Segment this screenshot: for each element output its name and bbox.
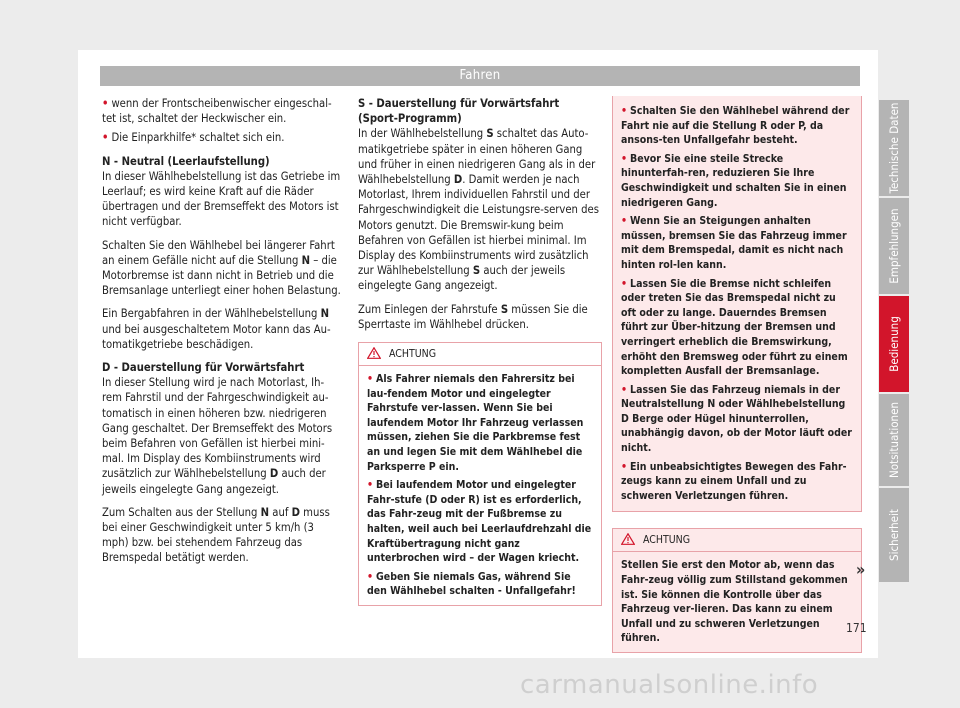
tab-bedienung[interactable]: Bedienung	[879, 296, 909, 392]
warning-body	[613, 552, 861, 652]
list-item: • Die Einparkhilfe* schaltet sich ein.	[102, 131, 285, 145]
warning-triangle-icon	[367, 345, 381, 367]
paragraph: Zum Einlegen der Fahrstufe S müssen Sie die Sperrtaste im Wählhebel drücken.	[358, 302, 588, 331]
warning-box	[358, 342, 602, 606]
warning-title: ACHTUNG	[389, 348, 437, 361]
warning-box-continued	[612, 96, 862, 512]
warning-triangle-icon	[621, 531, 635, 553]
paragraph: In der Wählhebelstellung S schaltet das Auto-matikgetriebe später in einen höheren Gang und früher in einen niedrigeren Gang als in der Wählhebelstellung D. Damit werden je nach Motorlast, Ihrem individuellen Fahrstil und der Fahrgeschwindigkeit die Leistungsre-serven des Motors genutzt. Die Bremswir-kung beim Befahren von Gefällen ist hierbei minimal. Im Display des Kombiinstruments wird zusätzlich zur Wählhebelstellung S auch der jeweils eingelegte Gang angezeigt.	[358, 127, 599, 293]
page-number: 171	[846, 621, 867, 635]
warning-box	[612, 528, 862, 653]
column-3	[612, 96, 862, 653]
watermark: carmanualsonline.info	[520, 670, 819, 700]
column-1	[102, 96, 342, 574]
warning-item: • Wenn Sie an Steigungen anhalten müssen, bremsen Sie das Fahrzeug immer mit dem Bremspedal, damit es nicht nach hinten rol-len kann.	[621, 215, 847, 271]
tab-empfehlungen[interactable]: Empfehlungen	[879, 198, 909, 294]
bullet-icon: •	[621, 277, 628, 290]
section-heading-s: S - Dauerstellung für Vorwärtsfahrt (Sport-Programm)	[358, 97, 560, 126]
tab-technische-daten[interactable]: Technische Daten	[879, 100, 909, 196]
page-header: Fahren	[100, 66, 860, 86]
warning-title: ACHTUNG	[643, 534, 691, 547]
bullet-icon: •	[621, 383, 628, 396]
paragraph: Schalten Sie den Wählhebel bei längerer Fahrt an einem Gefälle nicht auf die Stellung N – die Motorbremse ist dann nicht in Betrieb und die Bremsanlage unterliegt einer hohen Belastung.	[102, 238, 341, 298]
warning-body	[359, 366, 601, 605]
warning-header	[359, 343, 601, 366]
bullet-icon: •	[367, 479, 374, 492]
section-heading-n: N - Neutral (Leerlaufstellung)	[102, 154, 270, 168]
bullet-icon: •	[367, 373, 374, 386]
bullet-icon: •	[367, 570, 374, 583]
bullet-icon: •	[621, 152, 628, 165]
warning-text: Stellen Sie erst den Motor ab, wenn das Fahr-zeug völlig zum Stillstand gekommen ist. Sie können die Kontrolle über das Fahrzeug ver-lieren. Das kann zu einem Unfall und zu schweren Verletzungen führen.	[621, 559, 848, 645]
warning-item: • Lassen Sie die Bremse nicht schleifen oder treten Sie das Bremspedal nicht zu oft oder zu lange. Dauerndes Bremsen führt zur Über-hitzung der Bremsen und verringert erheblich die Bremswirkung, erhöht den Bremsweg oder führt zu einem kompletten Ausfall der Bremsanlage.	[621, 277, 848, 378]
paragraph: Ein Bergabfahren in der Wählhebelstellung N und bei ausgeschaltetem Motor kann das Au-tomatikgetriebe beschädigen.	[102, 307, 331, 351]
paragraph: Zum Schalten aus der Stellung N auf D muss bei einer Geschwindigkeit unter 5 km/h (3 mph) bzw. bei stehendem Fahrzeug das Bremspedal betätigt werden.	[102, 505, 330, 565]
bullet-icon: •	[102, 97, 109, 110]
warning-item: • Bevor Sie eine steile Strecke hinunterfah-ren, reduzieren Sie Ihre Geschwindigkeit und schalten Sie in einen niedrigeren Gang.	[621, 152, 847, 209]
warning-item: • Ein unbeabsichtigtes Bewegen des Fahr-zeugs kann zu einem Unfall und zu schweren Verletzungen führen.	[621, 460, 847, 502]
paragraph: In dieser Wählhebelstellung ist das Getriebe im Leerlauf; es wird keine Kraft auf die Räder übertragen und der Bremseffekt des Motors ist nicht verfügbar.	[102, 169, 341, 229]
section-heading-d: D - Dauerstellung für Vorwärtsfahrt	[102, 361, 305, 375]
bullet-icon: •	[621, 215, 628, 228]
warning-item: • Schalten Sie den Wählhebel während der Fahrt nie auf die Stellung R oder P, da ansons-ten Unfallgefahr besteht.	[621, 105, 850, 147]
warning-body	[613, 96, 861, 511]
continue-arrow-icon: »	[856, 560, 866, 579]
bullet-icon: •	[102, 131, 109, 145]
tab-sicherheit[interactable]: Sicherheit	[879, 488, 909, 582]
tab-notsituationen[interactable]: Notsituationen	[879, 394, 909, 486]
warning-item: • Als Fahrer niemals den Fahrersitz bei lau-fendem Motor und eingelegter Fahrstufe ver-lassen. Wenn Sie bei laufendem Motor Ihr Fahrzeug verlassen müssen, ziehen Sie die Parkbremse fest an und legen Sie mit dem Wählhebel die Parksperre P ein.	[367, 373, 584, 473]
warning-item: • Geben Sie niemals Gas, während Sie den Wählhebel schalten - Unfallgefahr!	[367, 570, 576, 598]
warning-header	[613, 529, 861, 552]
warning-item: • Lassen Sie das Fahrzeug niemals in der Neutralstellung N oder Wählhebelstellung D Berge oder Hügel hinunterrollen, unabhängig davon, ob der Motor läuft oder nicht.	[621, 383, 852, 455]
warning-item: • Bei laufendem Motor und eingelegter Fahr-stufe (D oder R) ist es erforderlich, das Fahr-zeug mit der Fußbremse zu halten, weil auch bei Leerlaufdrehzahl die Kraftübertragung nicht ganz unterbrochen wird – der Wagen kriecht.	[367, 479, 592, 565]
bullet-icon: •	[621, 105, 628, 117]
list-item: • wenn der Frontscheibenwischer eingeschal-tet ist, schaltet der Heckwischer ein.	[102, 97, 332, 126]
paragraph: In dieser Stellung wird je nach Motorlast, Ih-rem Fahrstil und der Fahrgeschwindigkeit au-tomatisch in einen höheren bzw. niedrigeren Gang geschaltet. Der Bremseffekt des Motors beim Befahren von Gefällen ist hierbei mini-mal. Im Display des Kombiinstruments wird zusätzlich zur Wählhebelstellung D auch der jeweils eingelegte Gang angezeigt.	[102, 376, 333, 496]
column-2	[358, 96, 602, 606]
bullet-icon: •	[621, 460, 628, 473]
